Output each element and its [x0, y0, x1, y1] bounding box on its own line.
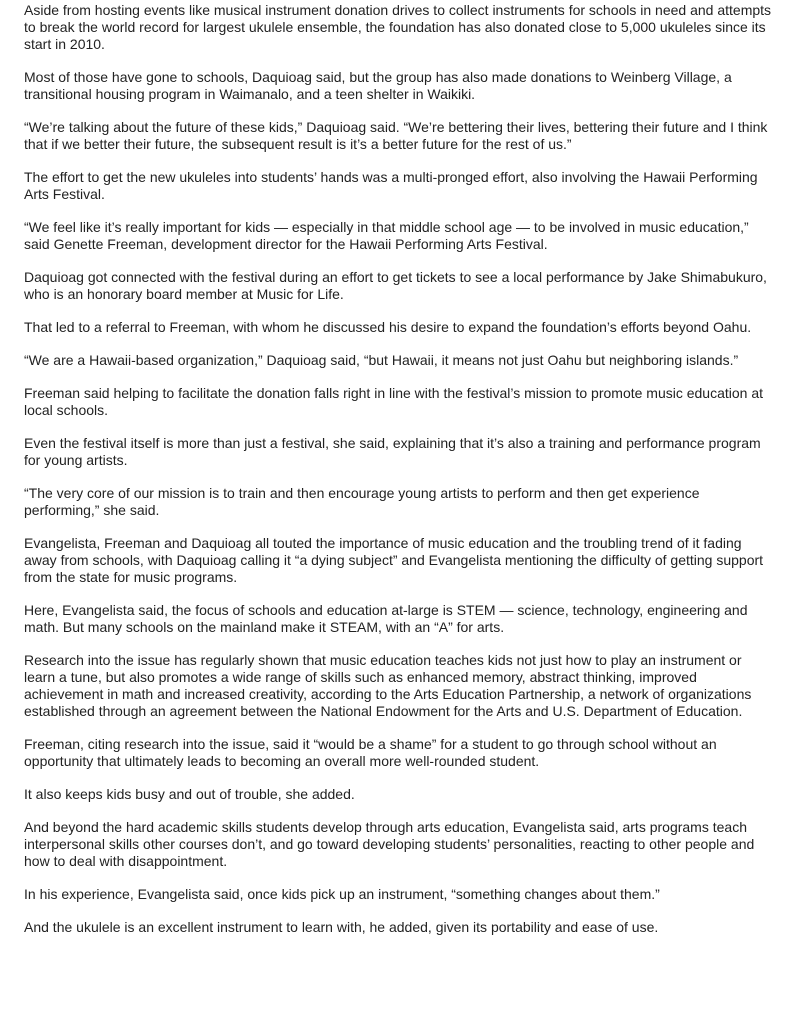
paragraph: And beyond the hard academic skills students develop through arts education, Evangelista said, arts programs teach interpersonal skills other courses don’t, and go toward developing students’ personalities, reacting to other people and how to deal with disappointment.: [24, 819, 755, 869]
paragraph: “The very core of our mission is to train and then encourage young artists to perform and then get experience performing,” she said.: [24, 485, 700, 518]
paragraph: That led to a referral to Freeman, with whom he discussed his desire to expand the foundation’s efforts beyond Oahu.: [24, 319, 752, 335]
paragraph: And the ukulele is an excellent instrument to learn with, he added, given its portability and ease of use.: [24, 919, 659, 935]
paragraph: It also keeps kids busy and out of trouble, she added.: [24, 786, 355, 802]
paragraph: “We are a Hawaii-based organization,” Daquioag said, “but Hawaii, it means not just Oahu but neighboring islands.”: [24, 352, 739, 368]
paragraph: The effort to get the new ukuleles into students’ hands was a multi-pronged effort, also involving the Hawaii Performing Arts Festival.: [24, 169, 758, 202]
paragraph: Aside from hosting events like musical instrument donation drives to collect instruments for schools in need and attempts to break the world record for largest ukulele ensemble, the foundation has also donated close to 5,000 ukuleles since its start in 2010.: [24, 2, 772, 52]
paragraph: “We feel like it’s really important for kids — especially in that middle school age — to be involved in music education,” said Genette Freeman, development director for the Hawaii Performing Arts Festival.: [24, 219, 749, 252]
paragraph: Freeman said helping to facilitate the donation falls right in line with the festival’s mission to promote music education at local schools.: [24, 385, 764, 418]
paragraph: Freeman, citing research into the issue, said it “would be a shame” for a student to go through school without an opportunity that ultimately leads to becoming an overall more well-rounded student.: [24, 736, 717, 769]
paragraph: Evangelista, Freeman and Daquioag all touted the importance of music education and the troubling trend of it fading away from schools, with Daquioag calling it “a dying subject” and Evangelista mentioning the difficulty of getting support from the state for music programs.: [24, 535, 764, 585]
paragraph: Daquioag got connected with the festival during an effort to get tickets to see a local performance by Jake Shimabukuro, who is an honorary board member at Music for Life.: [24, 269, 767, 302]
paragraph: Here, Evangelista said, the focus of schools and education at-large is STEM — science, technology, engineering and math. But many schools on the mainland make it STEAM, with an “A” for arts.: [24, 602, 748, 635]
paragraph: In his experience, Evangelista said, once kids pick up an instrument, “something changes about them.”: [24, 886, 660, 902]
paragraph: Even the festival itself is more than just a festival, she said, explaining that it’s also a training and performance program for young artists.: [24, 435, 761, 468]
paragraph: Research into the issue has regularly shown that music education teaches kids not just how to play an instrument or learn a tune, but also promotes a wide range of skills such as enhanced memory, abstract thinking, improved achievement in math and increased creativity, according to the Arts Education Partnership, a network of organizations established through an agreement between the National Endowment for the Arts and U.S. Department of Education.: [24, 652, 752, 719]
paragraph: “We’re talking about the future of these kids,” Daquioag said. “We’re bettering their lives, bettering their future and I think that if we better their future, the subsequent result is it’s a better future for the rest of us.”: [24, 119, 768, 152]
paragraph: Most of those have gone to schools, Daquioag said, but the group has also made donations to Weinberg Village, a transitional housing program in Waimanalo, and a teen shelter in Waikiki.: [24, 69, 732, 102]
